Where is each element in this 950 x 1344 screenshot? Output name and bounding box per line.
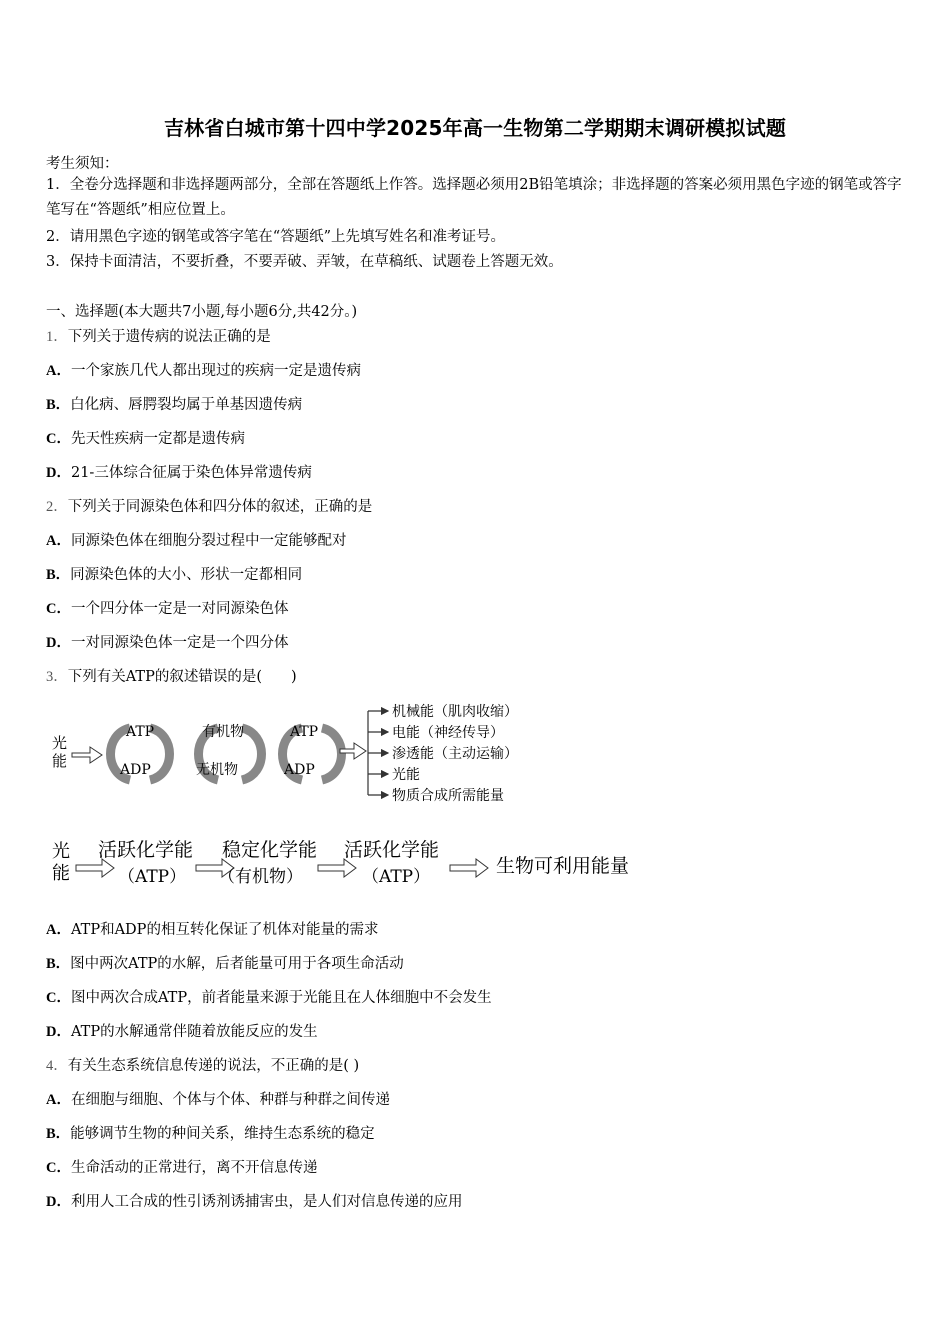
option-text: ATP的水解通常伴随着放能反应的发生 — [70, 1024, 318, 1040]
option-1a — [46, 359, 361, 380]
cycle-arrow-right-2 — [242, 728, 262, 780]
question-3 — [46, 665, 297, 686]
page-title: 吉林省白城市第十四中学2025年高一生物第二学期期末调研模拟试题 — [163, 116, 787, 140]
option-text: 图中两次ATP的水解，后者能量可用于各项生命活动 — [70, 956, 404, 972]
question-stem: 下列关于遗传病的说法正确的是 — [67, 329, 271, 345]
s1-bottom: （ATP） — [118, 867, 187, 887]
option-text: 生命活动的正常进行，离不开信息传递 — [70, 1160, 318, 1176]
option-text: 同源染色体的大小、形状一定都相同 — [70, 567, 303, 583]
end-label: 生物可利用能量 — [496, 855, 630, 877]
option-text: 白化病、唇腭裂均属于单基因遗传病 — [70, 397, 303, 413]
use-5: 物质合成所需能量 — [392, 788, 504, 804]
section-heading: 一、选择题(本大题共7小题,每小题6分,共42分。) — [46, 304, 358, 320]
flow-arrow-4 — [450, 859, 488, 877]
question-stem: 下列有关ATP的叙述错误的是( ) — [67, 669, 297, 685]
option-3b — [46, 952, 404, 973]
option-text: 一个四分体一定是一对同源染色体 — [70, 601, 289, 617]
s1-top: 活跃化学能 — [98, 839, 194, 861]
source-light-top: 光 — [52, 841, 70, 862]
s2-bottom: （有机物） — [218, 867, 303, 887]
source-light-top: 光 — [52, 734, 68, 752]
option-text: 同源染色体在细胞分裂过程中一定能够配对 — [70, 533, 347, 549]
option-4a — [46, 1088, 390, 1109]
option-text: 21-三体综合征属于染色体异常遗传病 — [70, 465, 312, 481]
input-arrow — [72, 747, 102, 763]
option-text: 图中两次合成ATP，前者能量来源于光能且在人体细胞中不会发生 — [70, 990, 492, 1006]
option-letter: D． — [46, 1194, 71, 1210]
question-number: 2． — [46, 499, 68, 515]
option-4b — [46, 1122, 375, 1143]
energy-flow-figure — [46, 832, 656, 894]
option-letter: C． — [46, 431, 71, 447]
option-text: 一个家族几代人都出现过的疾病一定是遗传病 — [70, 363, 361, 379]
option-text: 能够调节生物的种间关系，维持生态系统的稳定 — [70, 1126, 375, 1142]
question-1 — [46, 325, 271, 346]
atp-cycle-figure — [46, 700, 546, 810]
option-3a — [46, 918, 378, 939]
option-letter: B． — [46, 567, 71, 583]
question-number: 3． — [46, 669, 68, 685]
cycle-arrow-right-3 — [322, 728, 342, 780]
notice-item-3: 3．保持卡面清洁，不要折叠，不要弄破、弄皱，在草稿纸、试题卷上答题无效。 — [46, 254, 563, 270]
question-2 — [46, 495, 372, 516]
question-number: 1． — [46, 329, 68, 345]
option-4c — [46, 1156, 317, 1177]
option-letter: C． — [46, 601, 71, 617]
s2-top: 稳定化学能 — [222, 839, 318, 861]
option-2d — [46, 631, 288, 652]
option-text: 一对同源染色体一定是一个四分体 — [70, 635, 289, 651]
use-2: 电能（神经传导） — [392, 725, 504, 741]
s3-bottom: （ATP） — [362, 867, 431, 887]
option-letter: C． — [46, 990, 71, 1006]
s3-top: 活跃化学能 — [344, 839, 440, 861]
c1-top-label: ATP — [126, 724, 155, 740]
question-4 — [46, 1054, 359, 1075]
question-stem: 有关生态系统信息传递的说法，不正确的是( ) — [67, 1058, 360, 1074]
source-light-bottom: 能 — [52, 752, 68, 770]
use-4: 光能 — [392, 767, 420, 783]
flow-arrow-3 — [318, 859, 356, 877]
option-letter: A． — [46, 363, 71, 379]
source-light-bottom: 能 — [52, 863, 70, 884]
option-text: 在细胞与细胞、个体与个体、种群与种群之间传递 — [70, 1092, 390, 1108]
option-text: 先天性疾病一定都是遗传病 — [70, 431, 245, 447]
option-letter: A． — [46, 922, 71, 938]
use-1: 机械能（肌肉收缩） — [392, 704, 518, 720]
option-letter: D． — [46, 465, 71, 481]
c2-bottom-label: 无机物 — [196, 762, 238, 778]
option-letter: B． — [46, 1126, 71, 1142]
option-3c — [46, 986, 492, 1007]
option-letter: A． — [46, 1092, 71, 1108]
option-4d — [46, 1190, 462, 1211]
c2-top-label: 有机物 — [202, 724, 244, 740]
question-stem: 下列关于同源染色体和四分体的叙述，正确的是 — [67, 499, 373, 515]
option-2a — [46, 529, 346, 550]
notice-item-1: 1．全卷分选择题和非选择题两部分，全部在答题纸上作答。选择题必须用2B铅笔填涂；非选择题的答案必须用黑色字迹的钢笔或答字笔写在“答题纸”相应位置上。 — [46, 177, 902, 218]
option-1c — [46, 427, 245, 448]
option-text: 利用人工合成的性引诱剂诱捕害虫，是人们对信息传递的应用 — [70, 1194, 463, 1210]
c1-bottom-label: ADP — [120, 762, 151, 778]
use-3: 渗透能（主动运输） — [392, 746, 518, 762]
option-letter: D． — [46, 1024, 71, 1040]
option-text: ATP和ADP的相互转化保证了机体对能量的需求 — [70, 922, 379, 938]
c3-top-label: ATP — [290, 724, 319, 740]
option-2c — [46, 597, 288, 618]
option-3d — [46, 1020, 318, 1041]
flow-arrow-1 — [76, 859, 114, 877]
option-letter: D． — [46, 635, 71, 651]
option-1b — [46, 393, 302, 414]
c3-bottom-label: ADP — [284, 762, 315, 778]
option-letter: C． — [46, 1160, 71, 1176]
option-1d — [46, 461, 312, 482]
option-letter: B． — [46, 956, 71, 972]
option-letter: B． — [46, 397, 71, 413]
option-letter: A． — [46, 533, 71, 549]
option-2b — [46, 563, 302, 584]
notice-heading: 考生须知： — [46, 156, 119, 172]
notice-item-2: 2．请用黑色字迹的钢笔或答字笔在“答题纸”上先填写姓名和准考证号。 — [46, 229, 506, 245]
question-number: 4． — [46, 1058, 68, 1074]
